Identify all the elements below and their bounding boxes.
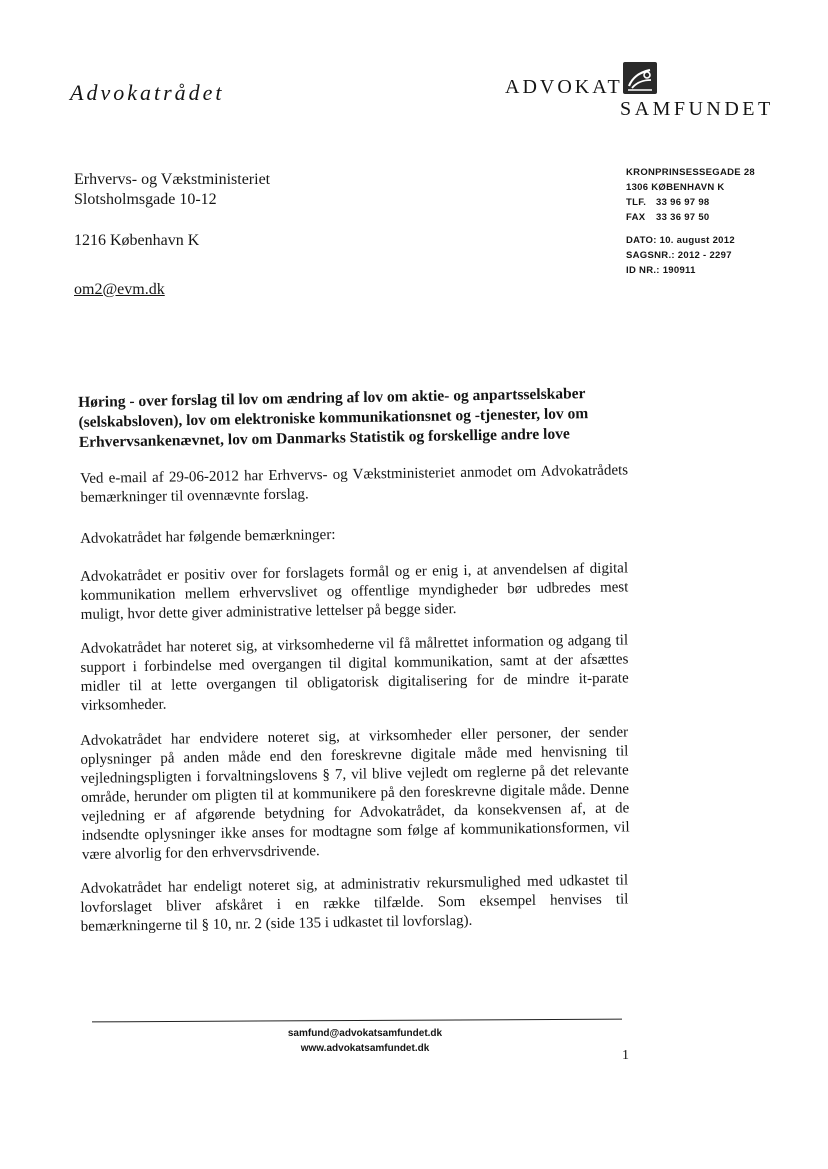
advokatsamfundet-logo: [505, 62, 774, 122]
scales-of-justice-seal-icon: [623, 62, 657, 94]
sender-info-block: [626, 165, 755, 278]
body-paragraph-6: Advokatrådet har endeligt noteret sig, at administrativ rekursmulighed med udkastet til lovforslaget bliver afskåret i en række tilfælde. Som eksempel henvises til bemærkningerne til § 10, nr. 2 (side 135 i udkastet til lovforslag).: [80, 872, 629, 935]
footer-website[interactable]: www.advokatsamfundet.dk: [300, 1043, 430, 1054]
body-paragraph-1: Ved e-mail af 29-06-2012 har Erhvervs- og Vækstministeriet anmodet om Advokatrådets bemærkninger til ovennævnte forslag.: [80, 462, 629, 506]
recipient-street: Slotsholmsgade 10-12: [74, 191, 217, 208]
fax-value: 33 36 97 50: [656, 212, 710, 223]
sender-street: KRONPRINSESSEGADE 28: [626, 167, 756, 178]
logo-line-advokat: ADVOKAT: [505, 76, 623, 98]
sender-phone: [626, 195, 755, 210]
body-paragraph-5: Advokatrådet har endvidere noteret sig, at virksomheder eller personer, der sender oplysninger på anden måde end den foreskrevne digitale måde med henvisning til vejledningspligten i forvaltningslovens § 7, vil blive vejledt om reglerne på det relevante område, herunder om pligten til at kommunikere på den foreskrevne digitale måde. Denne vejledning er af afgørende betydning for Advokatrådet, da konsekvensen af, at de indsendte oplysninger ikke anses for modtagne som følge af kommunikationsformen, vil være alvorlig for den erhvervsdrivende.: [80, 724, 630, 863]
recipient-city: 1216 København K: [74, 232, 200, 249]
phone-label: TLF.: [626, 197, 647, 208]
recipient-email-link[interactable]: om2@evm.dk: [74, 281, 165, 298]
sender-fax: [626, 210, 755, 225]
fax-label: FAX: [626, 212, 646, 223]
advokatraadet-logo-text: Advokatrådet: [70, 80, 225, 105]
recipient-org: Erhvervs- og Vækstministeriet: [74, 171, 271, 188]
letter-subject: Høring - over forslag til lov om ændring af lov om aktie- og anpartsselskaber (selskabsloven), lov om elektroniske kommunikationsnet og -tjenester, lov om Erhvervsankenævnet, lov om Danmarks Statistik og forskellige andre love: [78, 385, 589, 451]
page-number: 1: [622, 1048, 629, 1063]
footer-email[interactable]: samfund@advokatsamfundet.dk: [287, 1028, 443, 1039]
phone-value: 33 96 97 98: [656, 197, 710, 208]
id-number: ID NR.: 190911: [626, 265, 696, 276]
body-paragraph-4: Advokatrådet har noteret sig, at virksomhederne vil få målrettet information og adgang til support i forbindelse med overgangen til digital kommunikation, samt at der afsættes midler til at lette overgangen til obligatorisk digitalisering for de mindre it-parate virksomheder.: [80, 632, 629, 714]
case-number: SAGSNR.: 2012 - 2297: [626, 250, 732, 261]
footer-divider: [92, 1019, 622, 1023]
body-paragraph-3: Advokatrådet er positiv over for forslagets formål og er enig i, at anvendelsen af digital kommunikation mellem erhvervslivet og offentlige myndigheder bør udbredes mest muligt, hvor dette giver administrative lettelser på begge sider.: [80, 560, 629, 623]
letter-date: DATO: 10. august 2012: [626, 235, 735, 246]
footer-contact: [240, 1026, 490, 1056]
body-paragraph-2: Advokatrådet har følgende bemærkninger:: [80, 526, 336, 547]
sender-city: 1306 KØBENHAVN K: [626, 182, 725, 193]
logo-line-samfundet: SAMFUNDET: [620, 98, 774, 120]
